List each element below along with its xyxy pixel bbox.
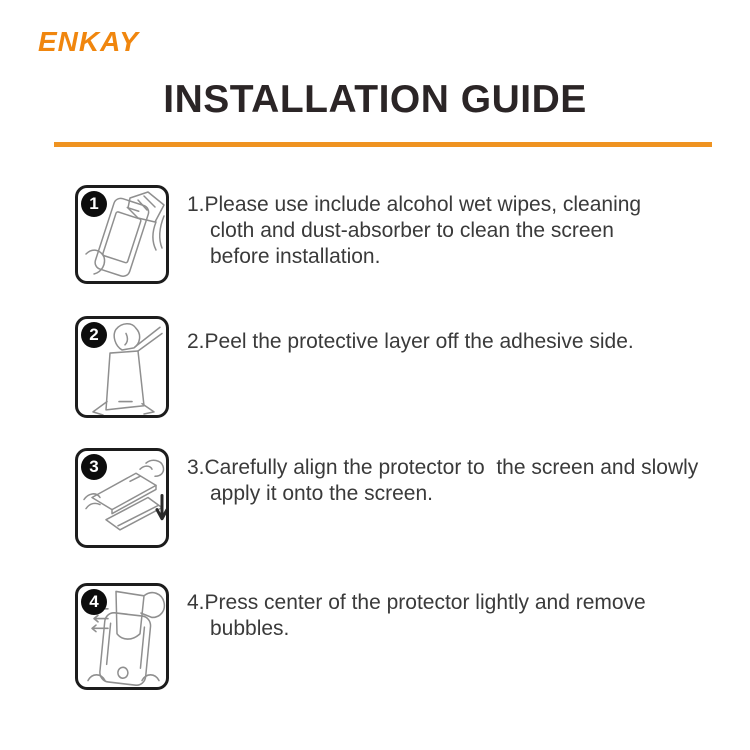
step-2-text [187, 329, 634, 355]
step-3-illustration [75, 448, 169, 548]
step-2-number-badge [81, 322, 107, 348]
step-3-text [187, 455, 698, 507]
step-3-number-badge [81, 454, 107, 480]
step-2-number: 2 [89, 325, 99, 344]
step-4-number: 4 [89, 592, 99, 611]
brand-logo: ENKAY [38, 26, 139, 57]
step-4-line-2: bubbles. [210, 617, 290, 640]
step-4-text [187, 590, 646, 642]
step-3-number: 3 [89, 457, 99, 476]
step-3-line-1: 3.Carefully align the protector to the screen and slowly [187, 456, 699, 479]
step-2-illustration [75, 316, 169, 418]
step-2-line-1: 2.Peel the protective layer off the adhesive side. [187, 330, 634, 353]
step-4-line-1: 4.Press center of the protector lightly and remove [187, 591, 646, 614]
step-4-number-badge [81, 589, 107, 615]
step-4-illustration [75, 583, 169, 690]
step-3-line-2: apply it onto the screen. [210, 482, 433, 505]
step-1-text [187, 192, 641, 270]
step-1-illustration [75, 185, 169, 284]
step-1-number-badge [81, 191, 107, 217]
step-1-line-2: cloth and dust-absorber to clean the screen [210, 219, 614, 242]
step-1-line-3: before installation. [210, 245, 381, 268]
step-1-line-1: 1.Please use include alcohol wet wipes, cleaning [187, 193, 642, 216]
header-divider [54, 142, 712, 147]
page-title: INSTALLATION GUIDE [163, 78, 587, 121]
step-1-number: 1 [89, 194, 99, 213]
